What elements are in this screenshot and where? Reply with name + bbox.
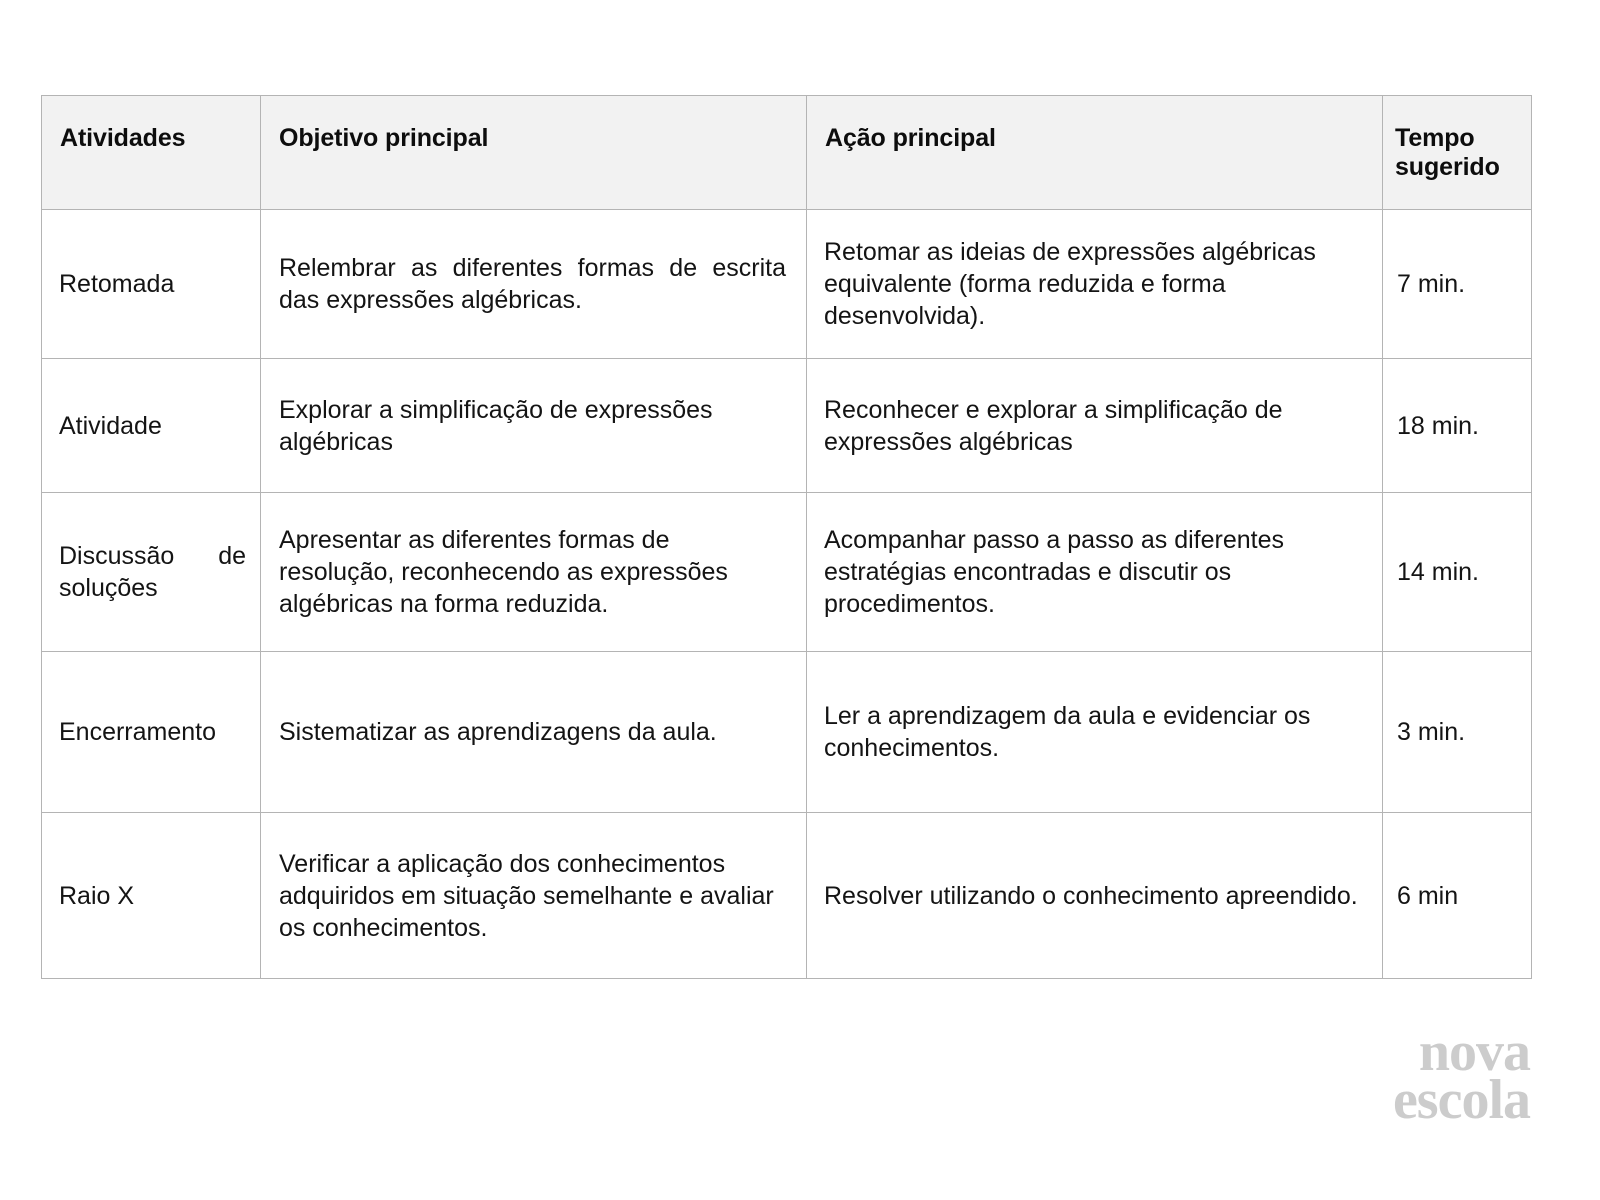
logo-line-escola: escola <box>1392 1069 1530 1132</box>
cell-tempo <box>1383 210 1532 359</box>
column-header-tempo-sugerido <box>1383 96 1532 210</box>
objective-text: Sistematizar as aprendizagens da aula. <box>279 718 717 746</box>
cell-atividade <box>42 359 261 493</box>
table-row <box>42 813 1532 979</box>
action-text: Ler a aprendizagem da aula e evidenciar os conhecimentos. <box>824 702 1311 762</box>
time-value: 14 min. <box>1397 558 1479 586</box>
lesson-plan-table-container <box>41 95 1531 979</box>
table-row <box>42 359 1532 493</box>
column-header-atividades-label: Atividades <box>60 124 186 152</box>
column-header-tempo-line1: Tempo <box>1395 124 1475 152</box>
cell-acao <box>807 652 1383 813</box>
cell-tempo <box>1383 359 1532 493</box>
activity-name: Retomada <box>59 270 175 298</box>
cell-objetivo <box>261 210 807 359</box>
cell-acao <box>807 359 1383 493</box>
objective-text: Relembrar as diferentes formas de escrita das expressões algébricas. <box>279 254 786 314</box>
time-value: 6 min <box>1397 881 1459 910</box>
activity-name: Encerramento <box>59 718 217 746</box>
column-header-tempo-sugerido-label <box>1383 96 1531 182</box>
objective-text: Verificar a aplicação dos conhecimentos adquiridos em situação semelhante e avaliar os conhecimentos. <box>279 849 774 942</box>
activity-name: Atividade <box>59 411 162 440</box>
cell-objetivo <box>261 813 807 979</box>
time-value: 3 min. <box>1397 718 1466 746</box>
column-header-objetivo-principal-label: Objetivo principal <box>279 124 489 152</box>
activity-name: Discussão de soluções <box>59 542 246 602</box>
logo-line-nova: nova <box>1418 1021 1530 1083</box>
time-value: 18 min. <box>1397 411 1479 440</box>
cell-acao <box>807 493 1383 652</box>
nova-escola-logo <box>1320 1021 1530 1132</box>
activity-name: Raio X <box>59 881 135 910</box>
table-row <box>42 210 1532 359</box>
objective-text: Explorar a simplificação de expressões algébricas <box>279 395 713 456</box>
column-header-objetivo-principal <box>261 96 807 210</box>
cell-atividade <box>42 210 261 359</box>
cell-objetivo <box>261 359 807 493</box>
cell-acao <box>807 813 1383 979</box>
time-value: 7 min. <box>1397 270 1466 298</box>
column-header-acao-principal <box>807 96 1383 210</box>
objective-text: Apresentar as diferentes formas de resolução, reconhecendo as expressões algébricas na forma reduzida. <box>279 526 728 618</box>
cell-objetivo <box>261 652 807 813</box>
cell-tempo <box>1383 652 1532 813</box>
cell-tempo <box>1383 813 1532 979</box>
cell-atividade <box>42 493 261 652</box>
cell-atividade <box>42 652 261 813</box>
cell-tempo <box>1383 493 1532 652</box>
column-header-tempo-line2: sugerido <box>1395 153 1500 181</box>
table-row <box>42 652 1532 813</box>
column-header-atividades <box>42 96 261 210</box>
action-text: Retomar as ideias de expressões algébricas equivalente (forma reduzida e forma desenvolvida). <box>824 238 1316 330</box>
cell-acao <box>807 210 1383 359</box>
table-body <box>42 210 1532 979</box>
column-header-acao-principal-label: Ação principal <box>825 124 996 152</box>
cell-atividade <box>42 813 261 979</box>
action-text: Reconhecer e explorar a simplificação de expressões algébricas <box>824 395 1283 456</box>
table-header-row <box>42 96 1532 210</box>
lesson-plan-table <box>41 95 1532 979</box>
table-row <box>42 493 1532 652</box>
action-text: Acompanhar passo a passo as diferentes estratégias encontradas e discutir os procedimentos. <box>824 526 1284 618</box>
cell-objetivo <box>261 493 807 652</box>
table-header <box>42 96 1532 210</box>
action-text: Resolver utilizando o conhecimento apreendido. <box>824 881 1358 910</box>
